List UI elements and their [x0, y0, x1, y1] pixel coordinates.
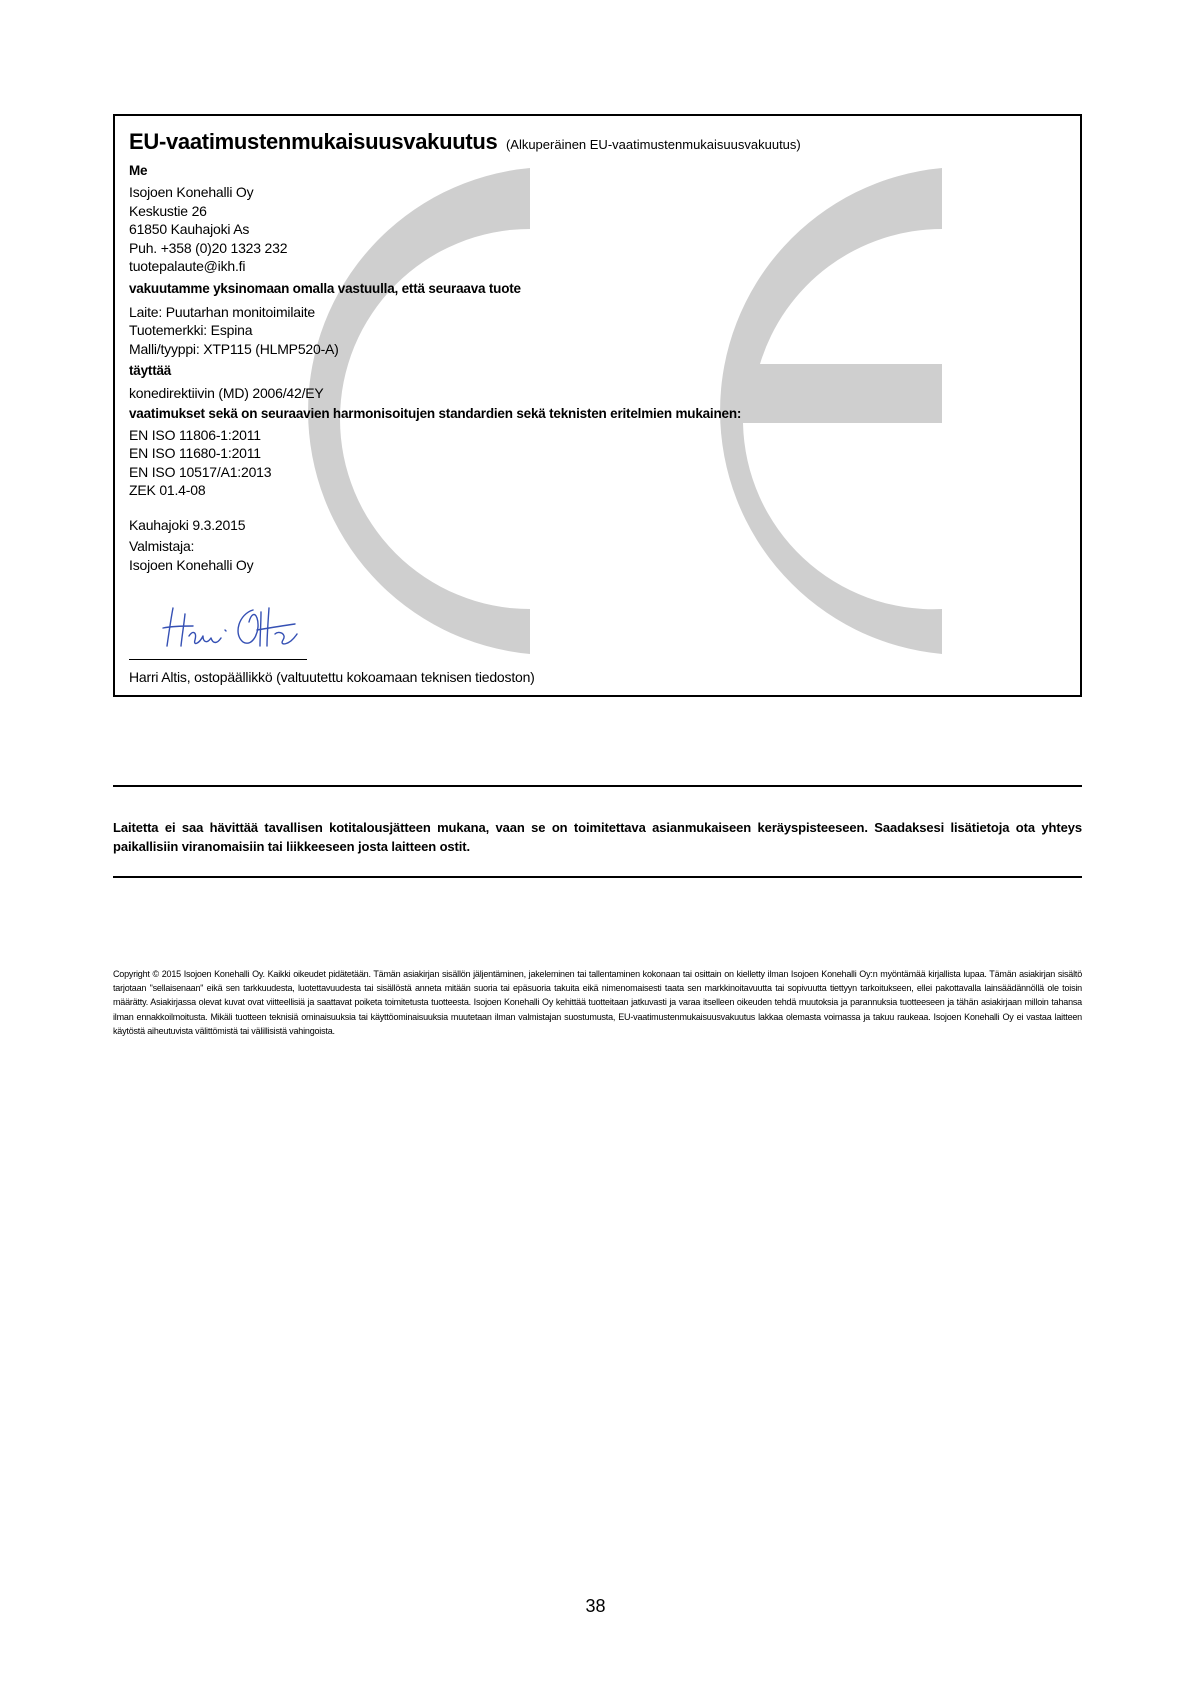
- company-street: Keskustie 26: [129, 202, 207, 219]
- we-label: Me: [129, 163, 148, 178]
- product-brand: Tuotemerkki: Espina: [129, 322, 253, 338]
- declaration-box: [113, 114, 1082, 697]
- standard-item: EN ISO 11680-1:2011: [129, 445, 261, 461]
- copyright-notice: Copyright © 2015 Isojoen Konehalli Oy. Kaikki oikeudet pidätetään. Tämän asiakirjan sisällön jäljentäminen, jakeleminen tai tallentaminen kokonaan tai osittain on kielletty ilman Isojoen Konehalli Oy:n myöntämää kirjallista lupaa. Tämän asiakirjan sisältö tarjotaan "sellaisenaan" eikä sen tarkkuudesta, luotettavuudesta tai sisällöstä anneta mitään suoria tai epäsuoria takuita eikä nimenomaisesti taata sen markkinoitavuutta tai sopivuutta tiettyyn tarkoitukseen, ellei pakottavalla lainsäädännöllä ole toisin määrätty. Asiakirjassa olevat kuvat ovat viitteellisiä ja saattavat poiketa toimitetusta tuotteesta. Isojoen Konehalli Oy kehittää tuotteitaan jatkuvasti ja varaa itselleen oikeuden tehdä muutoksia ja parannuksia tuotteeseen ja tähän asiakirjaan milloin tahansa ilman ennakkoilmoitusta. Mikäli tuotteen teknisiä ominaisuuksia tai käyttöominaisuuksia muutetaan ilman valmistajan suostumusta, EU-vaatimustenmukaisuusvakuutus lakkaa olemasta voimassa ja takuu raukeaa. Isojoen Konehalli Oy ei vastaa laitteen käytöstä aiheutuvista välittömistä tai välillisistä vahingoista.: [113, 969, 1082, 1036]
- company-phone: Puh. +358 (0)20 1323 232: [129, 239, 288, 256]
- product-device: Laite: Puutarhan monitoimilaite: [129, 303, 316, 320]
- standard-item: ZEK 01.4-08: [129, 482, 206, 498]
- declaration-header: [129, 128, 1066, 156]
- manufacturer-name: Isojoen Konehalli Oy: [129, 556, 254, 573]
- divider-bottom: [113, 876, 1082, 878]
- place-date: Kauhajoki 9.3.2015: [129, 516, 246, 533]
- signature: [129, 600, 309, 652]
- divider-top: [113, 785, 1082, 787]
- page-number: 38: [585, 1596, 606, 1616]
- manufacturer-label: Valmistaja:: [129, 538, 195, 554]
- declaration-title: EU-vaatimustenmukaisuusvakuutus: [129, 129, 498, 154]
- company-postal: 61850 Kauhajoki As: [129, 221, 250, 237]
- declare-statement: vakuutamme yksinomaan omalla vastuulla, että seuraava tuote: [129, 280, 521, 296]
- standard-item: EN ISO 10517/A1:2013: [129, 463, 272, 480]
- standards-list: [129, 426, 1066, 500]
- standard-item: EN ISO 11806-1:2011: [129, 426, 261, 443]
- company-name: Isojoen Konehalli Oy: [129, 184, 254, 200]
- signature-line: [129, 659, 307, 660]
- declaration-subtitle: (Alkuperäinen EU-vaatimustenmukaisuusvakuutus): [505, 137, 801, 152]
- product-model: Malli/tyyppi: XTP115 (HLMP520-A): [129, 340, 339, 357]
- signer-name: Harri Altis, ostopäällikkö (valtuutettu kokoamaan teknisen tiedoston): [129, 669, 535, 685]
- disposal-notice: Laitetta ei saa hävittää tavallisen kotitalousjätteen mukana, vaan se on toimitettava asianmukaiseen keräyspisteeseen. Saadaksesi lisätietoja ota yhteys paikallisiin viranomaisiin tai liikkeeseen josta laitteen ostit.: [113, 820, 1082, 854]
- directive: konedirektiivin (MD) 2006/42/EY: [129, 385, 324, 401]
- standards-statement: vaatimukset sekä on seuraavien harmonisoitujen standardien sekä teknisten eritelmien mukainen:: [129, 405, 742, 421]
- company-email: tuotepalaute@ikh.fi: [129, 258, 246, 274]
- fulfils-label: täyttää: [129, 363, 172, 378]
- declaration-content: [129, 128, 1066, 574]
